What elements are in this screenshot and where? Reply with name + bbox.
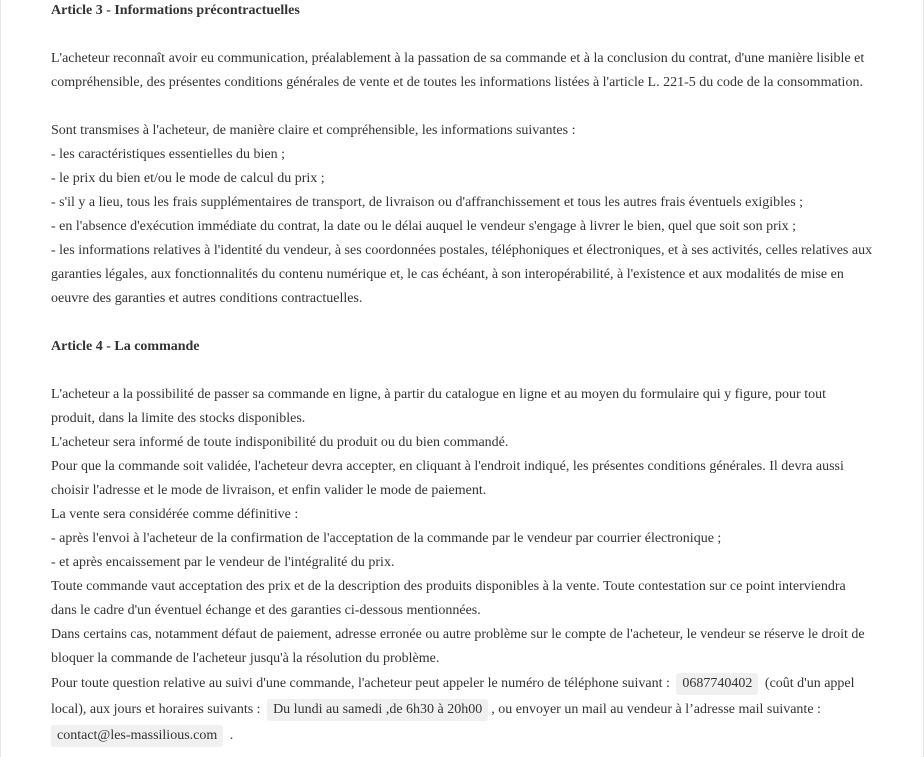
article-4-line: L'acheteur sera informé de toute indisponibilité du produit ou du bien commandé. — [51, 435, 509, 450]
email-address[interactable]: contact@les-massilious.com — [51, 725, 223, 747]
spacer — [51, 311, 877, 335]
article-4-line: bloquer la commande de l'acheteur jusqu'à la résolution du problème. — [51, 651, 440, 666]
spacer — [51, 359, 877, 383]
article-3-list-item: - en l'absence d'exécution immédiate du contrat, la date ou le délai auquel le vendeur s'engage à livrer le bien, quel que soit son prix ; — [51, 219, 797, 234]
spacer — [51, 23, 877, 47]
spacer — [51, 95, 877, 119]
article-4-line: choisir l'adresse et le mode de livraison, et enfin valider le mode de paiement. — [51, 483, 487, 498]
article-4-line: - et après encaissement par le vendeur de l'intégralité du prix. — [51, 555, 395, 570]
article-3-list-item: oeuvre des garanties et autres conditions contractuelles. — [51, 291, 363, 306]
article-4-line: L'acheteur a la possibilité de passer sa commande en ligne, à partir du catalogue en ligne et au moyen du formulaire qui y figure, pour tout — [51, 387, 826, 402]
phone-number[interactable]: 0687740402 — [676, 673, 758, 695]
article-4-line: Dans certains cas, notamment défaut de paiement, adresse erronée ou autre problème sur le compte de l'acheteur, le vendeur se réserve le droit de — [51, 627, 865, 642]
contact-line-hours — [51, 697, 877, 723]
article-4-line: Toute commande vaut acceptation des prix et de la description des produits disponibles à la vente. Toute contestation sur ce point interviendra — [51, 579, 846, 594]
contact-text: Pour toute question relative au suivi d'une commande, l'acheteur peut appeler le numéro de téléphone suivant : — [51, 676, 670, 691]
contact-text: (coût d'un appel — [764, 676, 855, 691]
article-3-list-item: - les informations relatives à l'identité du vendeur, à ses coordonnées postales, téléphoniques et électroniques, et à ses activités, celles relatives aux — [51, 243, 873, 258]
contact-text: , ou envoyer un mail au vendeur à l’adresse mail suivante : — [491, 702, 821, 717]
article-3-list-item: - les caractéristiques essentielles du bien ; — [51, 147, 286, 162]
contact-text: . — [229, 728, 234, 743]
article-3-paragraph-line: L'acheteur reconnaît avoir eu communication, préalablement à la passation de sa commande et à la conclusion du contrat, d'une manière lisible et — [51, 51, 865, 66]
cgv-content — [51, 0, 877, 749]
article-3-heading: Article 3 - Informations précontractuelles — [51, 3, 300, 18]
article-3-list-item: - s'il y a lieu, tous les frais supplémentaires de transport, de livraison ou d'affranchissement et tous les autres frais éventuels exigibles ; — [51, 195, 804, 210]
article-4-heading: Article 4 - La commande — [51, 339, 200, 354]
article-3-list-item: - le prix du bien et/ou le mode de calcul du prix ; — [51, 171, 325, 186]
contact-line-email — [51, 723, 877, 749]
article-4-line: produit, dans la limite des stocks disponibles. — [51, 411, 306, 426]
left-border — [0, 0, 1, 757]
article-3-list-intro: Sont transmises à l'acheteur, de manière claire et compréhensible, les informations suivantes : — [51, 123, 576, 138]
article-3-list-item: garanties légales, aux fonctionnalités du contenu numérique et, le cas échéant, à son interopérabilité, à l'existence et aux modalités de mise en — [51, 267, 844, 282]
article-4-line: Pour que la commande soit validée, l'acheteur devra accepter, en cliquant à l'endroit indiqué, les présentes conditions générales. Il devra aussi — [51, 459, 844, 474]
article-4-line: La vente sera considérée comme définitive : — [51, 507, 299, 522]
article-4-line: - après l'envoi à l'acheteur de la confirmation de l'acceptation de la commande par le vendeur par courrier électronique ; — [51, 531, 722, 546]
opening-hours: Du lundi au samedi ,de 6h30 à 20h00 — [267, 699, 488, 721]
article-4-line: dans le cadre d'un éventuel échange et des garanties ci-dessous mentionnées. — [51, 603, 481, 618]
article-3-paragraph-line: compréhensible, des présentes conditions générales de vente et de toutes les informations listées à l'article L. 221-5 du code de la consommation. — [51, 75, 863, 90]
contact-line-phone — [51, 671, 877, 697]
contact-text: local), aux jours et horaires suivants : — [51, 702, 261, 717]
